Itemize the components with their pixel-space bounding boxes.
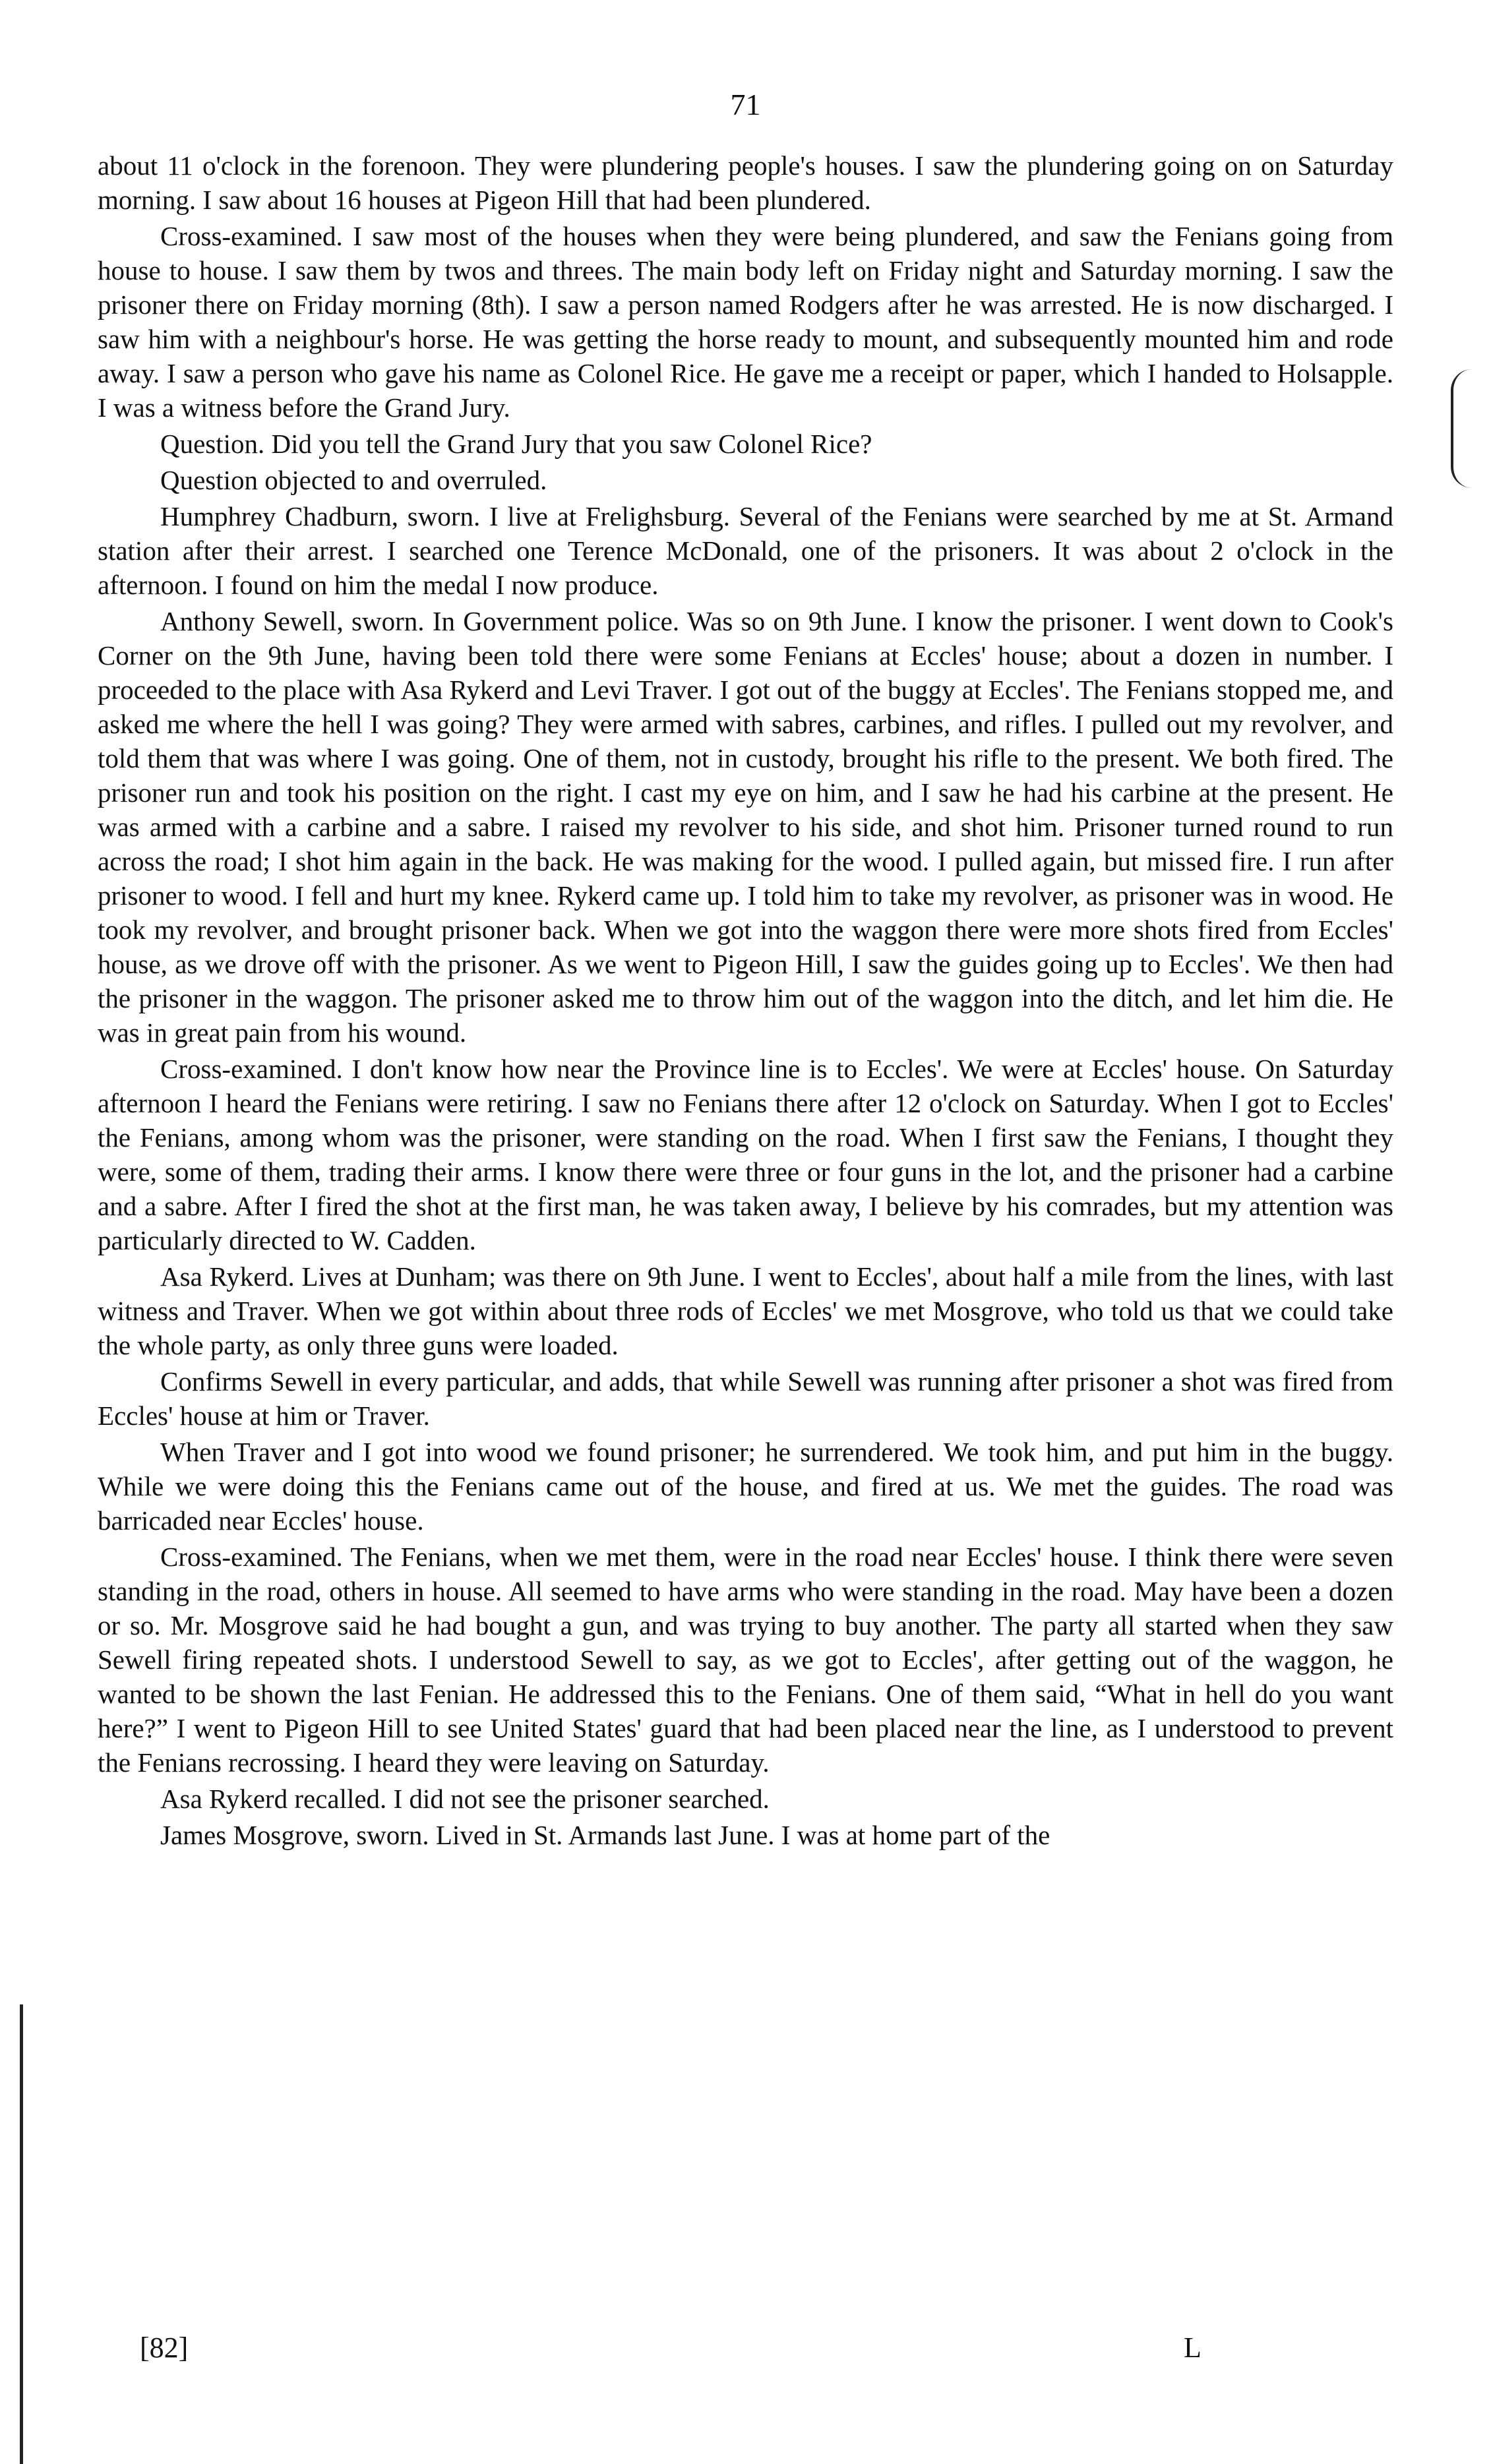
paragraph: When Traver and I got into wood we found prisoner; he surrendered. We took him, and put him in the buggy. While we were doing this the Fenians came out of the house, and fired at us. We met the guides. The road was barricaded near Eccles' house. (98, 1437, 1393, 1536)
margin-bracket-mark (1451, 369, 1472, 488)
paragraph: Humphrey Chadburn, sworn. I live at Frelighsburg. Several of the Fenians were searched by me at St. Armand station after their arrest. I searched one Terence McDonald, one of the prisoners. It was about 2 o'clock in the afternoon. I found on him the medal I now produce. (98, 501, 1393, 600)
paragraph: Question objected to and overruled. (160, 465, 547, 495)
paragraph: Anthony Sewell, sworn. In Government police. Was so on 9th June. I know the prisoner. I went down to Cook's Corner on the 9th June, having been told there were some Fenians at Eccles' house; about a dozen in number. I proceeded to the place with Asa Rykerd and Levi Traver. I got out of the buggy at Eccles'. The Fenians stopped me, and asked me where the hell I was going? They were armed with sabres, carbines, and rifles. I pulled out my revolver, and told them that was where I was going. One of them, not in custody, brought his rifle to the present. We both fired. The prisoner run and took his position on the right. I cast my eye on him, and I saw he had his carbine at the present. He was armed with a carbine and a sabre. I raised my revolver to his side, and shot him. Prisoner turned round to run across the road; I shot him again in the back. He was making for the wood. I pulled again, but missed fire. I run after prisoner to wood. I fell and hurt my knee. Rykerd came up. I told him to take my revolver, as prisoner was in wood. He took my revolver, and brought prisoner back. When we got into the waggon there were more shots fired from Eccles' house, as we drove off with the prisoner. As we went to Pigeon Hill, I saw the guides going up to Eccles'. We then had the prisoner in the waggon. The prisoner asked me to throw him out of the waggon into the ditch, and let him die. He was in great pain from his wound. (98, 606, 1393, 1048)
paragraph: Cross-examined. The Fenians, when we met them, were in the road near Eccles' house. I think there were seven standing in the road, others in house. All seemed to have arms who were standing in the road. May have been a dozen or so. Mr. Mosgrove said he had bought a gun, and was trying to buy another. The party all started when they saw Sewell firing repeated shots. I understood Sewell to say, as we got to Eccles', after getting out of the waggon, he wanted to be shown the last Fenian. He addressed this to the Fenians. One of them said, “What in hell do you want here?” I went to Pigeon Hill to see United States' guard that had been placed near the line, as I understood to prevent the Fenians recrossing. I heard they were leaving on Saturday. (98, 1542, 1393, 1778)
paragraph: Cross-examined. I saw most of the houses when they were being plundered, and saw the Fenians going from house to house. I saw them by twos and threes. The main body left on Friday night and Saturday morning. I saw the prisoner there on Friday morning (8th). I saw a person named Rodgers after he was arrested. He is now discharged. I saw him with a neighbour's horse. He was getting the horse ready to mount, and subsequently mounted him and rode away. I saw a person who gave his name as Colonel Rice. He gave me a receipt or paper, which I handed to Holsapple. I was a witness before the Grand Jury. (98, 221, 1393, 423)
signature-mark: [82] (140, 2331, 189, 2364)
document-body (98, 148, 1393, 1854)
paragraph: about 11 o'clock in the forenoon. They were plundering people's houses. I saw the plundering going on on Saturday morning. I saw about 16 houses at Pigeon Hill that had been plundered. (98, 150, 1393, 215)
paragraph: Asa Rykerd. Lives at Dunham; was there on 9th June. I went to Eccles', about half a mile from the lines, with last witness and Traver. When we got within about three rods of Eccles' we met Mosgrove, who told us that we could take the whole party, as only three guns were loaded. (98, 1261, 1393, 1360)
paragraph: Question. Did you tell the Grand Jury that you saw Colonel Rice? (160, 429, 872, 459)
gathering-letter: L (1184, 2331, 1202, 2364)
paragraph: Confirms Sewell in every particular, and adds, that while Sewell was running after prisoner a shot was fired from Eccles' house at him or Traver. (98, 1366, 1393, 1431)
paragraph: Asa Rykerd recalled. I did not see the prisoner searched. (160, 1784, 770, 1814)
page-number: 71 (730, 88, 761, 121)
margin-bar (20, 2004, 23, 2464)
paragraph: Cross-examined. I don't know how near the Province line is to Eccles'. We were at Eccles' house. On Saturday afternoon I heard the Fenians were retiring. I saw no Fenians there after 12 o'clock on Saturday. When I got to Eccles' the Fenians, among whom was the prisoner, were standing on the road. When I first saw the Fenians, I thought they were, some of them, trading their arms. I know there were three or four guns in the lot, and the prisoner had a carbine and a sabre. After I fired the shot at the first man, he was taken away, I believe by his comrades, but my attention was particularly directed to W. Cadden. (98, 1054, 1393, 1255)
paragraph: James Mosgrove, sworn. Lived in St. Armands last June. I was at home part of the (160, 1820, 1050, 1850)
